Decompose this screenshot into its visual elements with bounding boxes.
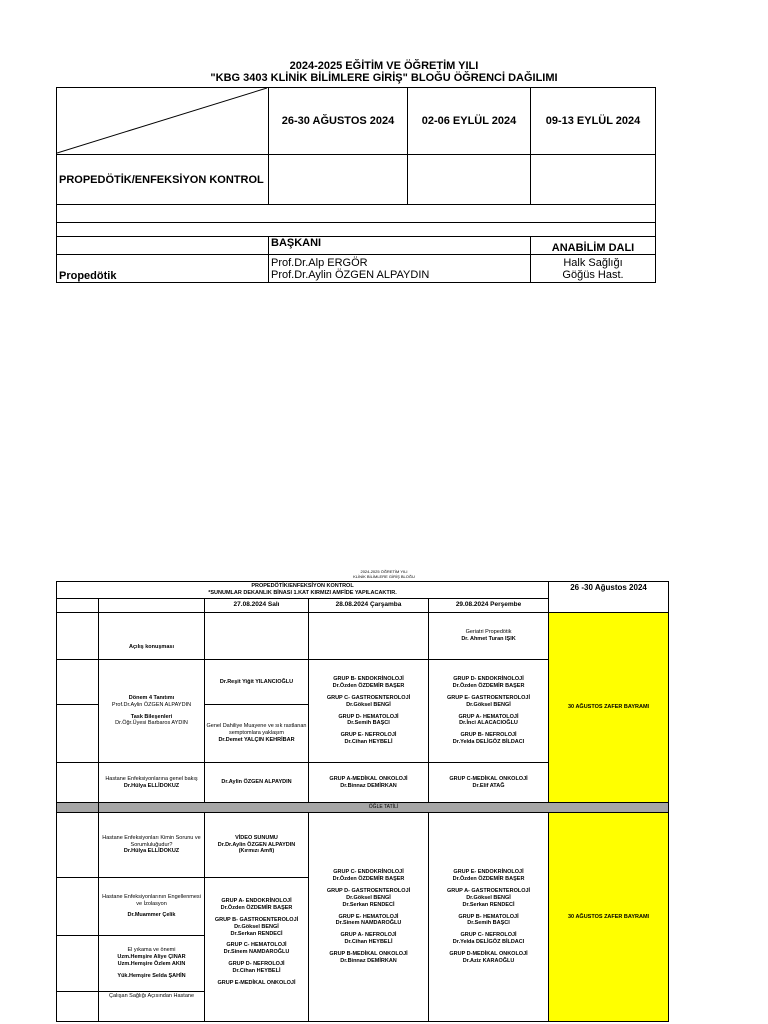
group-line: Dr.Yelda DELİGÖZ BİLDACI (452, 939, 525, 946)
lecturer: Uzm.Hemşire Özlem AKIN (117, 961, 186, 967)
group-line: Dr.Özden ÖZDEMİR BAŞER (332, 876, 405, 883)
cell (269, 155, 408, 205)
group-line: Dr.Yelda DELİGÖZ BİLDACI (452, 739, 525, 746)
group-line: Dr.Semih BAŞCI (467, 920, 510, 927)
group-line: Dr.Serkan RENDECİ (230, 930, 283, 937)
course-title: Genel Dahiliye Muayene ve sık rastlanan semptomlara yaklaşım (206, 723, 307, 737)
lecturer: Uzm.Hemşire Aliye ÇINAR (117, 954, 186, 961)
course-title: Geriatri Propedötik (465, 629, 512, 636)
doc-title-line2: "KBG 3403 KLİNİK BİLİMLERE GİRİŞ" BLOĞU ÖĞRENCİ DAĞILIMI (210, 72, 558, 84)
cell (57, 599, 99, 613)
baskan-header: BAŞKANI (269, 237, 531, 255)
holiday-cell-afternoon: 30 AĞUSTOS ZAFER BAYRAMI (549, 813, 669, 1022)
course-title: Hastane Enfeksiyonlarının Engellenmesi ve İzolasyon (102, 893, 201, 907)
cell (57, 705, 99, 763)
dept-names (531, 255, 656, 283)
baskan-names (269, 255, 531, 283)
lecturer: Yük.Hemşire Selda ŞAHİN (117, 972, 186, 979)
lecturer-cell: Dr.Reşit Yiğit YILANCIOĞLU (205, 660, 309, 705)
cell (408, 155, 531, 205)
group-line: GRUP D- GASTROENTEROLOJİ (326, 887, 411, 894)
group-line: GRUP A- GASTROENTEROLOJİ (446, 887, 531, 894)
lecturer: Prof.Dr.Aylin ÖZGEN ALPAYDIN (111, 701, 192, 708)
anabilim-header: ANABİLİM DALI (531, 237, 656, 255)
baskan-name: Prof.Dr.Alp ERGÖR (271, 256, 368, 269)
group-line: GRUP C- HEMATOLOJİ (226, 942, 287, 949)
cell (57, 878, 99, 936)
dept-name: Göğüs Hast. (562, 268, 624, 281)
baskan-name: Prof.Dr.Aylin ÖZGEN ALPAYDIN (271, 268, 430, 281)
group-line: GRUP A- NEFROLOJİ (340, 932, 397, 939)
infection-overview-cell (99, 763, 205, 803)
row-label: PROPEDÖTİK/ENFEKSİYON KONTROL (57, 155, 269, 205)
group-line: Dr.Serkan RENDECİ (462, 901, 515, 908)
intro-cell (99, 660, 205, 763)
cell (57, 763, 99, 803)
lunch-break: ÖĞLE TATİLİ (99, 803, 669, 813)
schedule-title (57, 582, 549, 599)
group-line: GRUP D- NEFROLOJİ (228, 961, 285, 968)
cell (531, 155, 656, 205)
group-line: Dr.Özden ÖZDEMİR BAŞER (332, 682, 405, 689)
week-label: 26 -30 Ağustos 2024 (549, 582, 669, 613)
geriatric-cell (429, 613, 549, 660)
course-title: Task Bileşenleri (130, 713, 173, 720)
course-title: Hastane Enfeksiyonlarına genel bakış (105, 775, 198, 782)
cell (99, 599, 205, 613)
group-line: Dr.Cihan HEYBELİ (232, 968, 281, 974)
course-title: Dönem 4 Tanıtımı (128, 694, 175, 701)
course-title: VİDEO SUNUMU (235, 834, 278, 841)
thu-groups-morning (429, 660, 549, 763)
group-line: Dr.Semih BAŞCI (347, 720, 390, 727)
group-line: Dr.Sinem NAMDAROĞLU (223, 949, 290, 956)
group-line: Dr.Elif ATAĞ (472, 782, 505, 789)
lecturer: Dr.Hülya ELLİDOKUZ (123, 782, 180, 789)
cell (57, 660, 99, 705)
schedule-small-subtitle: KLİNİK BİLİMLERE GİRİŞ BLOĞU (353, 574, 415, 579)
group-line: Dr.Özden ÖZDEMİR BAŞER (452, 876, 525, 883)
group-line: GRUP B- GASTROENTEROLOJİ (214, 916, 299, 923)
wed-groups-morning (309, 660, 429, 763)
lecturer: Dr. Ahmet Turan IŞIK (461, 636, 516, 642)
wed-groups-afternoon (309, 813, 429, 1022)
lecturer: Dr.Muammer Çelik (127, 912, 176, 919)
location: (Kırmızı Amfi) (238, 848, 275, 855)
summary-table (56, 87, 656, 283)
empty-row (57, 205, 656, 223)
group-line: GRUP C- ENDOKRİNOLOJİ (333, 869, 404, 876)
group-line: GRUP E-MEDİKAL ONKOLOJİ (217, 979, 296, 986)
group-line: GRUP B- HEMATOLOJİ (458, 913, 519, 920)
isolation-cell (99, 878, 205, 936)
group-line: Dr.İnci ALACACIOĞLU (459, 720, 518, 727)
cell (205, 613, 309, 660)
lunch-cell (57, 803, 99, 813)
group-line: Dr.Sinem NAMDAROĞLU (335, 920, 402, 927)
schedule-table (56, 581, 669, 1022)
video-cell (205, 813, 309, 878)
group-line: GRUP B- NEFROLOJİ (460, 732, 517, 739)
cell (57, 613, 99, 660)
group-line: GRUP C-MEDİKAL ONKOLOJİ (449, 775, 528, 782)
course-title: El yıkama ve önemi (127, 947, 176, 954)
group-line: Dr.Göksel BENGİ (466, 701, 511, 708)
group-line: GRUP B-MEDİKAL ONKOLOJİ (329, 951, 408, 958)
group-line: Dr.Özden ÖZDEMİR BAŞER (452, 682, 525, 689)
opening-speech: Açılış konuşması (99, 613, 205, 660)
week1-header: 26-30 AĞUSTOS 2024 (269, 88, 408, 155)
course-title: Hastane Enfeksiyonları Kimin Sorunu ve Sorumluluğudur? (102, 834, 201, 848)
row-name: Propedötik (57, 255, 269, 283)
lecturer: Dr.Demet YALÇIN KEHRİBAR (218, 736, 295, 743)
thu-groups-afternoon (429, 813, 549, 1022)
group-line: GRUP B- ENDOKRİNOLOJİ (333, 676, 404, 682)
group-line: GRUP D- ENDOKRİNOLOJİ (453, 676, 524, 682)
day-header-thu: 29.08.2024 Perşembe (429, 599, 549, 613)
group-line: Dr.Serkan RENDECİ (342, 901, 395, 908)
schedule-small-title: 2024-2025 ÖĞRETİM YILI (360, 569, 408, 574)
group-line: Dr.Özden ÖZDEMİR BAŞER (220, 904, 293, 911)
empty-row (57, 223, 656, 237)
cell (57, 237, 269, 255)
day-header-wed: 28.08.2024 Çarşamba (309, 599, 429, 613)
thu-oncology (429, 763, 549, 803)
infection-responsibility-cell (99, 813, 205, 878)
dept-name: Halk Sağlığı (563, 256, 623, 269)
cell (57, 992, 99, 1022)
group-line: GRUP A-MEDİKAL ONKOLOJİ (329, 775, 408, 782)
lecturer: Dr.Öğr.Üyesi Barbaros AYDIN (115, 720, 188, 727)
diagonal-header-cell (57, 88, 269, 155)
group-line: GRUP D- HEMATOLOJİ (338, 713, 399, 720)
group-line: GRUP C- NEFROLOJİ (460, 932, 517, 939)
doc-title-line1: 2024-2025 EĞİTİM VE ÖĞRETİM YILI (289, 60, 479, 72)
handwashing-cell (99, 936, 205, 992)
group-line: GRUP E- HEMATOLOJİ (338, 913, 399, 920)
group-line: GRUP E- GASTROENTEROLOJİ (447, 694, 531, 701)
group-line: Dr.Göksel BENGİ (346, 894, 391, 901)
group-line: GRUP E- ENDOKRİNOLOJİ (453, 869, 524, 876)
group-line: Dr.Göksel BENGİ (466, 894, 511, 901)
employee-health-cell: Çalışan Sağlığı Açısından Hastane (99, 992, 205, 1022)
group-line: Dr.Göksel BENGİ (346, 701, 391, 708)
week3-header: 09-13 EYLÜL 2024 (531, 88, 656, 155)
lecturer: Dr.Dr.Aylin ÖZGEN ALPAYDIN (217, 841, 296, 848)
cell (57, 936, 99, 992)
group-line: Dr.Cihan HEYBELİ (344, 939, 393, 946)
lecturer: Dr.Hülya ELLİDOKUZ (123, 848, 180, 855)
group-line: Dr.Aziz KARAOĞLU (462, 957, 515, 964)
group-line: GRUP A- ENDOKRİNOLOJİ (221, 898, 292, 904)
day-header-tue: 27.08.2024 Salı (205, 599, 309, 613)
group-line: GRUP A- HEMATOLOJİ (458, 713, 519, 720)
lecturer-cell: Dr.Aylin ÖZGEN ALPAYDIN (205, 763, 309, 803)
group-line: GRUP C- GASTROENTEROLOJİ (326, 694, 411, 701)
group-line: Dr.Cihan HEYBELİ (344, 739, 393, 746)
group-line: Dr.Binnaz DEMİRKAN (340, 782, 397, 789)
schedule-title-line2: *SUNUMLAR DEKANLIK BİNASI 1.KAT KIRMIZI AMFİDE YAPILACAKTIR. (208, 590, 397, 596)
group-line: GRUP D-MEDİKAL ONKOLOJİ (449, 951, 528, 958)
tue-groups-afternoon (205, 878, 309, 1022)
schedule-title-line1: PROPEDÖTİK/ENFEKSİYON KONTROL (251, 583, 354, 590)
week2-header: 02-06 EYLÜL 2024 (408, 88, 531, 155)
cell (57, 813, 99, 878)
cell (309, 613, 429, 660)
group-line: Dr.Binnaz DEMİRKAN (340, 957, 397, 964)
holiday-cell-morning: 30 AĞUSTOS ZAFER BAYRAMI (549, 613, 669, 803)
group-line: GRUP E- NEFROLOJİ (340, 732, 397, 739)
group-line: Dr.Göksel BENGİ (234, 923, 279, 930)
wed-oncology (309, 763, 429, 803)
dahiliye-cell (205, 705, 309, 763)
